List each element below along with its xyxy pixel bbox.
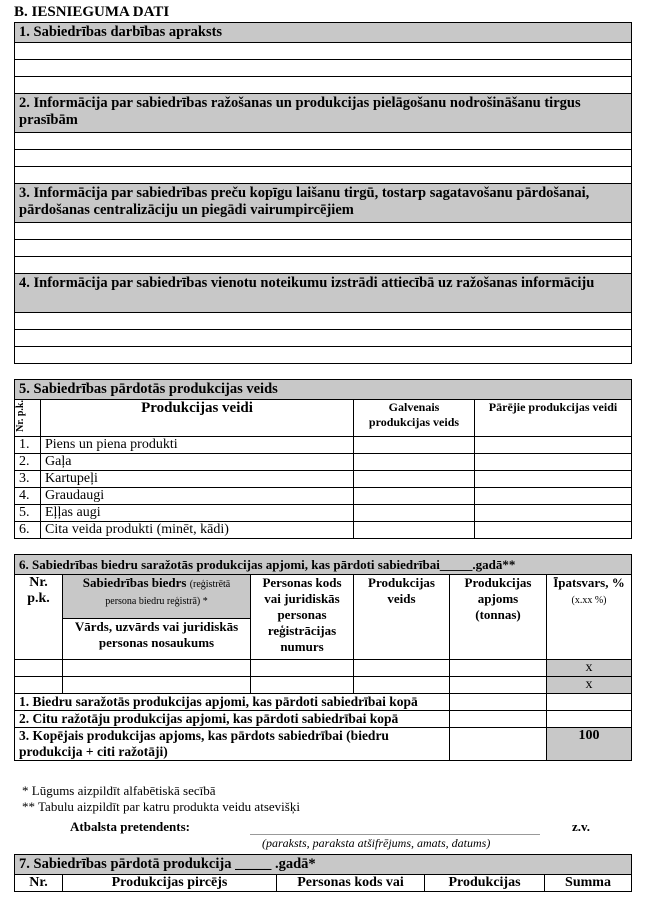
section-7-table xyxy=(14,854,632,892)
cell-parejie[interactable] xyxy=(475,488,632,505)
section-2-line[interactable] xyxy=(15,133,632,150)
col-nr-header: Nr. p.k. xyxy=(15,575,63,660)
support-label: Atbalsta pretendents: xyxy=(70,819,191,834)
section-6-heading: 6. Sabiedrības biedru saražotās produkcijas apjomi, kas pārdoti sabiedrībai_____.gadā** xyxy=(15,555,632,575)
cell-parejie[interactable] xyxy=(475,505,632,522)
col-vards-header: Vārds, uzvārds vai juridiskās personas nosaukums xyxy=(63,618,251,659)
col-pircejs-header: Produkcijas pircējs xyxy=(63,875,277,892)
cell[interactable] xyxy=(450,660,547,677)
col-biedrs-header: Sabiedrības biedrs (reģistrētā persona biedru reģistrā) * xyxy=(63,575,251,619)
cell-galvenais[interactable] xyxy=(354,454,475,471)
cell[interactable] xyxy=(15,660,63,677)
cell[interactable] xyxy=(63,660,251,677)
col-summa-header: Summa xyxy=(545,875,632,892)
sections-1-4-table xyxy=(14,22,632,364)
row-product-name: Eļļas augi xyxy=(41,505,354,522)
row-product-name: Kartupeļi xyxy=(41,471,354,488)
row-nr: 3. xyxy=(15,471,41,488)
x-cell: x xyxy=(547,660,632,677)
section-2-heading: 2. Informācija par sabiedrības ražošanas un produkcijas pielāgošanu nodrošināšanu tirgus prasībām xyxy=(15,94,632,133)
cell[interactable] xyxy=(450,677,547,694)
section-5-heading: 5. Sabiedrības pārdotās produkcijas veids xyxy=(15,380,632,400)
section-4-line[interactable] xyxy=(15,313,632,330)
col-parejie-header: Pārējie produkcijas veidi xyxy=(475,400,632,437)
col-ipatsvars-header: Īpatsvars, % (x.xx %) xyxy=(547,575,632,660)
section-5-table xyxy=(14,379,632,539)
zv-label: z.v. xyxy=(572,819,591,834)
summary-1-percent[interactable] xyxy=(547,694,632,711)
col-veids-header: Produkcijas veids xyxy=(354,575,450,660)
cell[interactable] xyxy=(15,677,63,694)
cell-parejie[interactable] xyxy=(475,471,632,488)
summary-3-label: 3. Kopējais produkcijas apjoms, kas pārdots sabiedrībai (biedru produkcija + citi ražotāji) xyxy=(15,728,450,761)
cell-galvenais[interactable] xyxy=(354,471,475,488)
page-title: B. IESNIEGUMA DATI xyxy=(14,4,170,20)
row-nr: 2. xyxy=(15,454,41,471)
cell[interactable] xyxy=(354,677,450,694)
section-1-heading: 1. Sabiedrības darbības apraksts xyxy=(15,23,632,43)
footnote-1: * Lūgums aizpildīt alfabētiskā secībā xyxy=(22,783,216,798)
section-7-heading: 7. Sabiedrības pārdotā produkcija _____ .gadā* xyxy=(15,855,632,875)
section-4-line[interactable] xyxy=(15,330,632,347)
cell[interactable] xyxy=(251,677,354,694)
section-2-line[interactable] xyxy=(15,167,632,184)
row-nr: 5. xyxy=(15,505,41,522)
summary-1-value[interactable] xyxy=(450,694,547,711)
summary-2-value[interactable] xyxy=(450,711,547,728)
row-product-name: Graudaugi xyxy=(41,488,354,505)
row-product-name: Cita veida produkti (minēt, kādi) xyxy=(41,522,354,539)
cell[interactable] xyxy=(354,660,450,677)
cell-galvenais[interactable] xyxy=(354,488,475,505)
col-apjoms-header: Produkcijas apjoms (tonnas) xyxy=(450,575,547,660)
col-nr-header: Nr. xyxy=(15,875,63,892)
summary-3-percent: 100 xyxy=(547,728,632,761)
section-3-line[interactable] xyxy=(15,240,632,257)
section-1-line[interactable] xyxy=(15,43,632,60)
summary-2-label: 2. Citu ražotāju produkcijas apjomi, kas pārdoti sabiedrībai kopā xyxy=(15,711,450,728)
cell-parejie[interactable] xyxy=(475,522,632,539)
signature-line[interactable] xyxy=(250,834,540,835)
summary-2-percent[interactable] xyxy=(547,711,632,728)
col-kods-header: Personas kods vai juridiskās personas reģistrācijas numurs xyxy=(251,575,354,660)
section-1-line[interactable] xyxy=(15,77,632,94)
cell[interactable] xyxy=(63,677,251,694)
cell[interactable] xyxy=(251,660,354,677)
row-product-name: Piens un piena produkti xyxy=(41,437,354,454)
signature-caption: (paraksts, paraksta atšifrējums, amats, datums) xyxy=(262,836,491,850)
cell-parejie[interactable] xyxy=(475,454,632,471)
cell-parejie[interactable] xyxy=(475,437,632,454)
row-nr: 4. xyxy=(15,488,41,505)
section-3-heading: 3. Informācija par sabiedrības preču kopīgu laišanu tirgū, tostarp sagatavošanu pārdošanai, pārdošanas centralizāciju un piegādi vairumpircējiem xyxy=(15,184,632,223)
col-galvenais-header: Galvenais produkcijas veids xyxy=(354,400,475,437)
section-3-line[interactable] xyxy=(15,257,632,274)
col-produkcijas-veidi-header: Produkcijas veidi xyxy=(41,400,354,437)
section-3-line[interactable] xyxy=(15,223,632,240)
section-1-line[interactable] xyxy=(15,60,632,77)
col-produkcijas-header: Produkcijas xyxy=(425,875,545,892)
section-4-line[interactable] xyxy=(15,347,632,364)
cell-galvenais[interactable] xyxy=(354,437,475,454)
row-nr: 6. xyxy=(15,522,41,539)
cell-galvenais[interactable] xyxy=(354,505,475,522)
section-2-line[interactable] xyxy=(15,150,632,167)
summary-1-label: 1. Biedru saražotās produkcijas apjomi, kas pārdoti sabiedrībai kopā xyxy=(15,694,450,711)
cell-galvenais[interactable] xyxy=(354,522,475,539)
section-4-heading: 4. Informācija par sabiedrības vienotu noteikumu izstrādi attiecībā uz ražošanas informāciju xyxy=(15,274,632,313)
footnote-2: ** Tabulu aizpildīt par katru produkta veidu atsevišķi xyxy=(22,799,300,814)
row-product-name: Gaļa xyxy=(41,454,354,471)
section-6-table xyxy=(14,554,632,761)
x-cell: x xyxy=(547,677,632,694)
row-nr: 1. xyxy=(15,437,41,454)
col-kods-header: Personas kods vai xyxy=(277,875,425,892)
col-nr-header: Nr. p.k. xyxy=(15,400,41,437)
summary-3-value[interactable] xyxy=(450,728,547,761)
